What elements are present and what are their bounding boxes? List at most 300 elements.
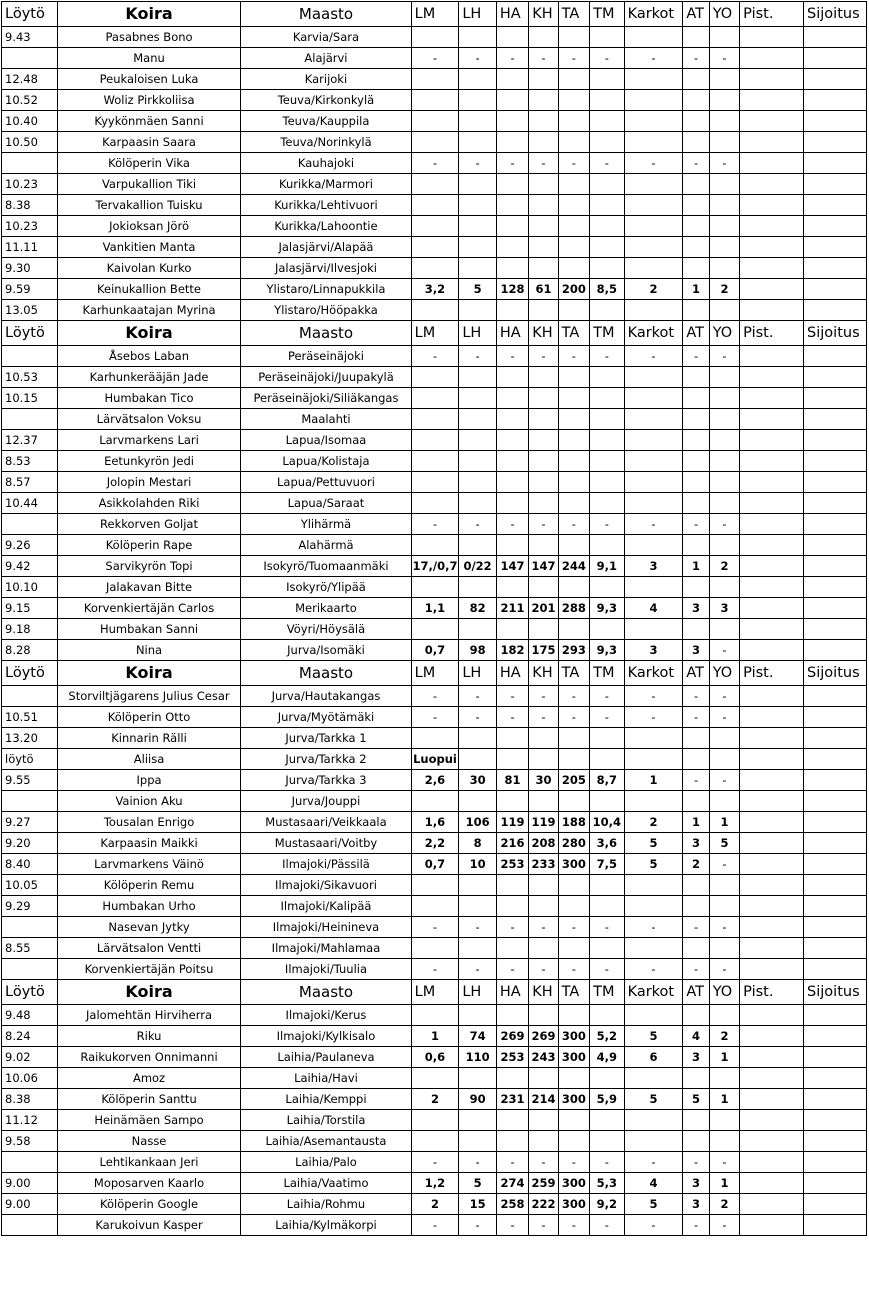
cell-kh: 243: [529, 1047, 558, 1068]
cell-yo: [709, 69, 739, 90]
cell-lm: -: [411, 959, 459, 980]
cell-ha: -: [496, 1152, 528, 1173]
cell-kh: -: [529, 707, 558, 728]
cell-lh: 5: [459, 279, 497, 300]
cell-tm: 3,6: [590, 833, 624, 854]
cell-sijoitus: [804, 388, 867, 409]
cell-koira: Kölöperin Remu: [57, 875, 241, 896]
cell-ha: 81: [496, 770, 528, 791]
cell-lh: -: [459, 48, 497, 69]
cell-lh: [459, 27, 497, 48]
column-header-koira: Koira: [57, 661, 241, 686]
table-row: [2, 132, 867, 153]
cell-tm: -: [590, 346, 624, 367]
cell-karkot: [624, 451, 683, 472]
table-row: [2, 451, 867, 472]
cell-yo: [709, 451, 739, 472]
cell-lm: 2,2: [411, 833, 459, 854]
cell-kh: 61: [529, 279, 558, 300]
cell-ta: [558, 493, 589, 514]
cell-yo: -: [709, 640, 739, 661]
header-row: [2, 661, 867, 686]
cell-ha: [496, 409, 528, 430]
table-row: [2, 619, 867, 640]
cell-lh: 8: [459, 833, 497, 854]
cell-pist: [740, 770, 804, 791]
cell-lm: [411, 535, 459, 556]
cell-sijoitus: [804, 640, 867, 661]
cell-koira: Riku: [57, 1026, 241, 1047]
results-table: [1, 1, 867, 1236]
cell-maasto: Merikaarto: [241, 598, 411, 619]
header-row: [2, 321, 867, 346]
cell-sijoitus: [804, 833, 867, 854]
cell-ha: [496, 237, 528, 258]
cell-pist: [740, 1152, 804, 1173]
cell-pist: [740, 535, 804, 556]
table-row: [2, 1089, 867, 1110]
column-header-lh: LH: [459, 2, 497, 27]
table-row: [2, 195, 867, 216]
cell-kh: [529, 749, 558, 770]
cell-at: [683, 493, 709, 514]
cell-ta: [558, 216, 589, 237]
table-row: [2, 707, 867, 728]
cell-maasto: Peräseinäjoki/Siliäkangas: [241, 388, 411, 409]
cell-pist: [740, 1005, 804, 1026]
cell-sijoitus: [804, 279, 867, 300]
cell-at: [683, 896, 709, 917]
cell-loyto: 9.15: [2, 598, 58, 619]
cell-loyto: 8.38: [2, 195, 58, 216]
cell-koira: Pasabnes Bono: [57, 27, 241, 48]
cell-at: 2: [683, 854, 709, 875]
cell-koira: Karpaasin Saara: [57, 132, 241, 153]
cell-ta: -: [558, 514, 589, 535]
cell-ta: 300: [558, 1047, 589, 1068]
cell-lm: -: [411, 1215, 459, 1236]
cell-maasto: Jurva/Hautakangas: [241, 686, 411, 707]
cell-ha: [496, 90, 528, 111]
cell-maasto: Laihia/Torstila: [241, 1110, 411, 1131]
cell-at: [683, 875, 709, 896]
cell-ha: -: [496, 48, 528, 69]
cell-ta: [558, 1005, 589, 1026]
column-header-ta: TA: [558, 2, 589, 27]
cell-kh: [529, 90, 558, 111]
cell-ta: 300: [558, 1026, 589, 1047]
cell-karkot: [624, 619, 683, 640]
cell-lm: [411, 237, 459, 258]
cell-at: -: [683, 707, 709, 728]
cell-pist: [740, 875, 804, 896]
cell-ha: [496, 619, 528, 640]
cell-tm: [590, 430, 624, 451]
cell-koira: Kölöperin Google: [57, 1194, 241, 1215]
column-header-ta: TA: [558, 980, 589, 1005]
column-header-lm: LM: [411, 980, 459, 1005]
table-row: [2, 153, 867, 174]
cell-pist: [740, 216, 804, 237]
cell-yo: [709, 237, 739, 258]
cell-tm: -: [590, 917, 624, 938]
cell-ta: [558, 791, 589, 812]
column-header-yo: YO: [709, 2, 739, 27]
cell-tm: [590, 216, 624, 237]
cell-tm: [590, 619, 624, 640]
cell-koira: Vankitien Manta: [57, 237, 241, 258]
cell-ha: [496, 258, 528, 279]
cell-loyto: 10.44: [2, 493, 58, 514]
cell-maasto: Laihia/Havi: [241, 1068, 411, 1089]
cell-maasto: Lapua/Kolistaja: [241, 451, 411, 472]
column-header-koira: Koira: [57, 980, 241, 1005]
cell-yo: [709, 174, 739, 195]
cell-maasto: Kauhajoki: [241, 153, 411, 174]
cell-at: [683, 388, 709, 409]
cell-lh: -: [459, 686, 497, 707]
cell-ha: 231: [496, 1089, 528, 1110]
table-row: [2, 1173, 867, 1194]
cell-at: [683, 938, 709, 959]
header-row: [2, 2, 867, 27]
cell-koira: Peukaloisen Luka: [57, 69, 241, 90]
cell-ta: [558, 749, 589, 770]
cell-lh: [459, 300, 497, 321]
cell-ta: [558, 174, 589, 195]
cell-lh: [459, 195, 497, 216]
cell-lh: -: [459, 1215, 497, 1236]
table-row: [2, 111, 867, 132]
cell-tm: [590, 577, 624, 598]
cell-loyto: 9.00: [2, 1194, 58, 1215]
cell-ta: [558, 409, 589, 430]
cell-tm: 7,5: [590, 854, 624, 875]
cell-lh: [459, 388, 497, 409]
cell-loyto: 9.27: [2, 812, 58, 833]
cell-loyto: [2, 514, 58, 535]
cell-sijoitus: [804, 90, 867, 111]
cell-tm: 8,7: [590, 770, 624, 791]
cell-lm: 0,6: [411, 1047, 459, 1068]
column-header-kh: KH: [529, 2, 558, 27]
cell-loyto: 9.43: [2, 27, 58, 48]
cell-sijoitus: [804, 686, 867, 707]
cell-maasto: Ilmajoki/Kylkisalo: [241, 1026, 411, 1047]
table-row: [2, 875, 867, 896]
cell-maasto: Alahärmä: [241, 535, 411, 556]
cell-loyto: [2, 791, 58, 812]
column-header-koira: Koira: [57, 321, 241, 346]
cell-lm: [411, 875, 459, 896]
cell-yo: 2: [709, 1194, 739, 1215]
cell-lm: -: [411, 686, 459, 707]
column-header-karkot: Karkot: [624, 661, 683, 686]
cell-at: [683, 69, 709, 90]
table-row: [2, 1194, 867, 1215]
cell-lm: 3,2: [411, 279, 459, 300]
cell-yo: -: [709, 153, 739, 174]
cell-maasto: Laihia/Kemppi: [241, 1089, 411, 1110]
cell-pist: [740, 195, 804, 216]
cell-lh: [459, 111, 497, 132]
cell-sijoitus: [804, 1089, 867, 1110]
cell-tm: 8,5: [590, 279, 624, 300]
cell-koira: Kyykönmäen Sanni: [57, 111, 241, 132]
cell-at: 1: [683, 812, 709, 833]
cell-sijoitus: [804, 514, 867, 535]
cell-yo: [709, 791, 739, 812]
table-row: [2, 69, 867, 90]
cell-lm: [411, 132, 459, 153]
cell-maasto: Jalasjärvi/Ilvesjoki: [241, 258, 411, 279]
cell-at: -: [683, 770, 709, 791]
cell-koira: Kölöperin Otto: [57, 707, 241, 728]
cell-koira: Kölöperin Santtu: [57, 1089, 241, 1110]
cell-ha: 258: [496, 1194, 528, 1215]
cell-maasto: Laihia/Palo: [241, 1152, 411, 1173]
cell-ha: [496, 1005, 528, 1026]
table-row: [2, 959, 867, 980]
cell-ta: 188: [558, 812, 589, 833]
table-row: [2, 728, 867, 749]
cell-loyto: 8.38: [2, 1089, 58, 1110]
cell-lm: [411, 216, 459, 237]
cell-karkot: [624, 1005, 683, 1026]
cell-loyto: [2, 153, 58, 174]
cell-pist: [740, 279, 804, 300]
cell-sijoitus: [804, 598, 867, 619]
table-row: [2, 1068, 867, 1089]
cell-yo: [709, 535, 739, 556]
cell-tm: -: [590, 1215, 624, 1236]
cell-pist: [740, 409, 804, 430]
cell-koira: Karhunkaatajan Myrina: [57, 300, 241, 321]
cell-pist: [740, 48, 804, 69]
cell-pist: [740, 69, 804, 90]
cell-koira: Vainion Aku: [57, 791, 241, 812]
cell-karkot: 5: [624, 1089, 683, 1110]
cell-karkot: [624, 111, 683, 132]
cell-maasto: Jurva/Tarkka 1: [241, 728, 411, 749]
cell-sijoitus: [804, 854, 867, 875]
cell-sijoitus: [804, 216, 867, 237]
cell-lh: [459, 493, 497, 514]
cell-maasto: Kurikka/Lahoontie: [241, 216, 411, 237]
cell-lm: [411, 1131, 459, 1152]
cell-ta: [558, 1110, 589, 1131]
cell-tm: 5,2: [590, 1026, 624, 1047]
cell-kh: [529, 1068, 558, 1089]
cell-koira: Kölöperin Rape: [57, 535, 241, 556]
cell-lm: [411, 1005, 459, 1026]
cell-at: 3: [683, 1047, 709, 1068]
cell-yo: -: [709, 854, 739, 875]
cell-lm: 2: [411, 1089, 459, 1110]
cell-ha: [496, 451, 528, 472]
cell-at: [683, 195, 709, 216]
cell-ha: [496, 388, 528, 409]
cell-kh: 259: [529, 1173, 558, 1194]
table-row: [2, 770, 867, 791]
cell-ta: [558, 728, 589, 749]
cell-lm: 2,6: [411, 770, 459, 791]
table-row: [2, 48, 867, 69]
cell-tm: -: [590, 153, 624, 174]
cell-tm: [590, 367, 624, 388]
cell-loyto: 11.12: [2, 1110, 58, 1131]
cell-tm: 9,2: [590, 1194, 624, 1215]
cell-karkot: [624, 132, 683, 153]
table-row: [2, 472, 867, 493]
cell-koira: Humbakan Sanni: [57, 619, 241, 640]
cell-sijoitus: [804, 812, 867, 833]
cell-sijoitus: [804, 27, 867, 48]
cell-pist: [740, 707, 804, 728]
cell-ta: -: [558, 686, 589, 707]
cell-loyto: löytö: [2, 749, 58, 770]
cell-ha: -: [496, 153, 528, 174]
cell-yo: [709, 367, 739, 388]
cell-maasto: Lapua/Saraat: [241, 493, 411, 514]
cell-at: -: [683, 346, 709, 367]
table-row: [2, 535, 867, 556]
cell-karkot: [624, 237, 683, 258]
cell-ha: 147: [496, 556, 528, 577]
cell-pist: [740, 451, 804, 472]
cell-ta: [558, 388, 589, 409]
table-row: [2, 493, 867, 514]
cell-karkot: [624, 1110, 683, 1131]
cell-pist: [740, 896, 804, 917]
column-header-karkot: Karkot: [624, 2, 683, 27]
cell-sijoitus: [804, 728, 867, 749]
cell-maasto: Jurva/Tarkka 2: [241, 749, 411, 770]
cell-ha: [496, 875, 528, 896]
cell-koira: Lärvätsalon Ventti: [57, 938, 241, 959]
cell-koira: Aliisa: [57, 749, 241, 770]
table-row: [2, 279, 867, 300]
column-header-maasto: Maasto: [241, 661, 411, 686]
cell-pist: [740, 1215, 804, 1236]
cell-at: [683, 300, 709, 321]
cell-at: 3: [683, 1173, 709, 1194]
table-row: [2, 27, 867, 48]
table-row: [2, 577, 867, 598]
cell-ha: -: [496, 959, 528, 980]
cell-koira: Rekkorven Goljat: [57, 514, 241, 535]
cell-ha: [496, 195, 528, 216]
cell-yo: [709, 472, 739, 493]
cell-maasto: Ylihärmä: [241, 514, 411, 535]
cell-sijoitus: [804, 770, 867, 791]
column-header-ha: HA: [496, 2, 528, 27]
cell-ta: [558, 619, 589, 640]
table-row: [2, 686, 867, 707]
cell-karkot: [624, 388, 683, 409]
cell-koira: Keinukallion Bette: [57, 279, 241, 300]
cell-kh: [529, 1131, 558, 1152]
cell-kh: [529, 472, 558, 493]
cell-tm: [590, 728, 624, 749]
cell-karkot: -: [624, 959, 683, 980]
cell-lm: 2: [411, 1194, 459, 1215]
cell-sijoitus: [804, 258, 867, 279]
cell-lm: [411, 195, 459, 216]
table-row: [2, 514, 867, 535]
cell-at: [683, 472, 709, 493]
cell-ta: -: [558, 346, 589, 367]
cell-lh: [459, 451, 497, 472]
cell-lm: -: [411, 1152, 459, 1173]
cell-at: [683, 728, 709, 749]
column-header-sijoitus: Sijoitus: [804, 980, 867, 1005]
cell-loyto: 10.52: [2, 90, 58, 111]
cell-loyto: 9.02: [2, 1047, 58, 1068]
cell-karkot: 5: [624, 1026, 683, 1047]
cell-maasto: Jurva/Tarkka 3: [241, 770, 411, 791]
cell-lh: [459, 749, 497, 770]
cell-lh: [459, 1110, 497, 1131]
cell-sijoitus: [804, 1068, 867, 1089]
table-row: [2, 1215, 867, 1236]
cell-tm: [590, 493, 624, 514]
cell-pist: [740, 1194, 804, 1215]
cell-pist: [740, 153, 804, 174]
cell-karkot: [624, 577, 683, 598]
cell-loyto: 10.50: [2, 132, 58, 153]
cell-at: -: [683, 1215, 709, 1236]
cell-pist: [740, 493, 804, 514]
table-row: [2, 1110, 867, 1131]
cell-kh: [529, 258, 558, 279]
cell-loyto: 9.29: [2, 896, 58, 917]
table-row: [2, 258, 867, 279]
cell-tm: [590, 237, 624, 258]
cell-karkot: -: [624, 48, 683, 69]
cell-ha: 253: [496, 854, 528, 875]
cell-ha: [496, 430, 528, 451]
cell-loyto: 9.59: [2, 279, 58, 300]
cell-koira: Woliz Pirkkoliisa: [57, 90, 241, 111]
cell-maasto: Laihia/Vaatimo: [241, 1173, 411, 1194]
table-row: [2, 216, 867, 237]
column-header-karkot: Karkot: [624, 321, 683, 346]
cell-kh: 175: [529, 640, 558, 661]
cell-at: -: [683, 1152, 709, 1173]
cell-koira: Humbakan Tico: [57, 388, 241, 409]
cell-kh: -: [529, 917, 558, 938]
cell-kh: [529, 451, 558, 472]
column-header-loyto: Löytö: [2, 321, 58, 346]
cell-pist: [740, 1089, 804, 1110]
cell-koira: Karhunkerääjän Jade: [57, 367, 241, 388]
cell-ha: [496, 896, 528, 917]
cell-loyto: 13.05: [2, 300, 58, 321]
cell-pist: [740, 917, 804, 938]
cell-yo: -: [709, 1215, 739, 1236]
cell-loyto: [2, 959, 58, 980]
cell-pist: [740, 1110, 804, 1131]
cell-pist: [740, 111, 804, 132]
cell-koira: Varpukallion Tiki: [57, 174, 241, 195]
cell-yo: [709, 938, 739, 959]
cell-kh: -: [529, 153, 558, 174]
cell-sijoitus: [804, 619, 867, 640]
cell-ta: [558, 258, 589, 279]
cell-tm: [590, 132, 624, 153]
cell-maasto: Jurva/Myötämäki: [241, 707, 411, 728]
